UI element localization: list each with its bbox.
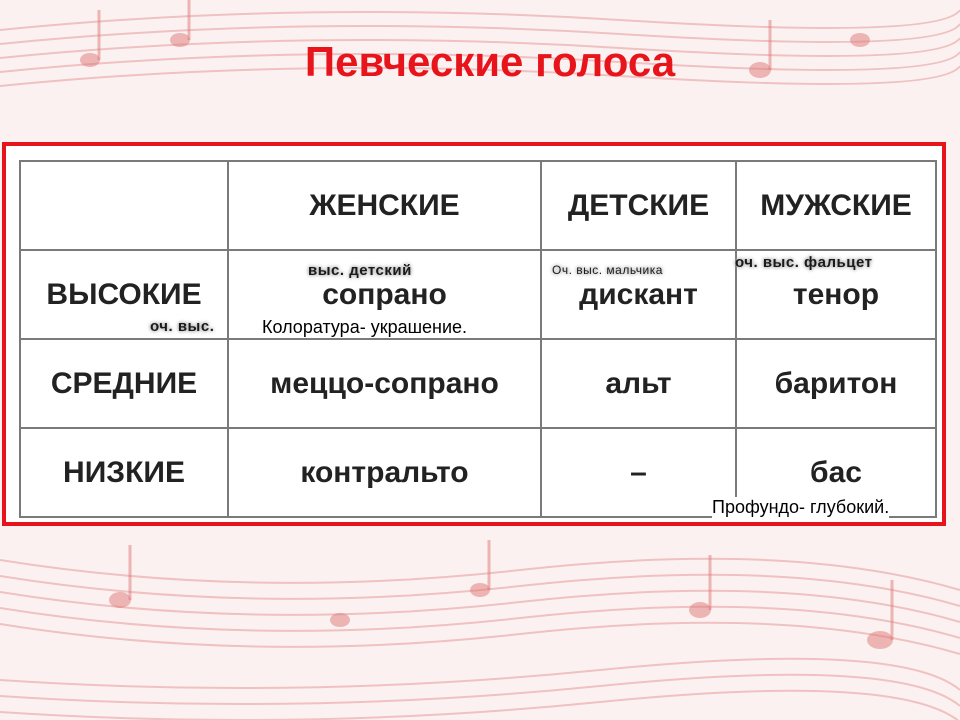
row-header-high: ВЫСОКИЕ [20, 250, 228, 339]
column-header-female: ЖЕНСКИЕ [228, 161, 541, 250]
soprano-note: выс. детский [308, 262, 412, 279]
cell-alto: альт [541, 339, 736, 428]
row-header-low: НИЗКИЕ [20, 428, 228, 517]
table-header-row [20, 161, 936, 250]
profundo-note: Профундо- глубокий. [712, 497, 890, 517]
table-row [20, 339, 936, 428]
coloratura-note: Колоратура- украшение. [262, 317, 468, 337]
column-header-male: МУЖСКИЕ [736, 161, 936, 250]
voices-table [19, 160, 937, 518]
cell-contralto: контральто [228, 428, 541, 517]
cell-mezzo-soprano: меццо-сопрано [228, 339, 541, 428]
very-high-note: оч. выс. [150, 318, 215, 335]
cell-bass: бас [736, 428, 936, 517]
column-header-children: ДЕТСКИЕ [541, 161, 736, 250]
page-title: Певческие голоса [304, 38, 676, 85]
cell-children-low: – [541, 428, 736, 517]
cell-baritone: баритон [736, 339, 936, 428]
descant-note: Оч. выс. мальчика [552, 263, 663, 277]
cell-tenor: тенор [736, 250, 936, 339]
cell-descant: дискант [541, 250, 736, 339]
row-header-middle: СРЕДНИЕ [20, 339, 228, 428]
cell-soprano: сопрано [228, 250, 541, 339]
tenor-note: оч. выс. фальцет [735, 254, 873, 271]
corner-cell [20, 161, 228, 250]
